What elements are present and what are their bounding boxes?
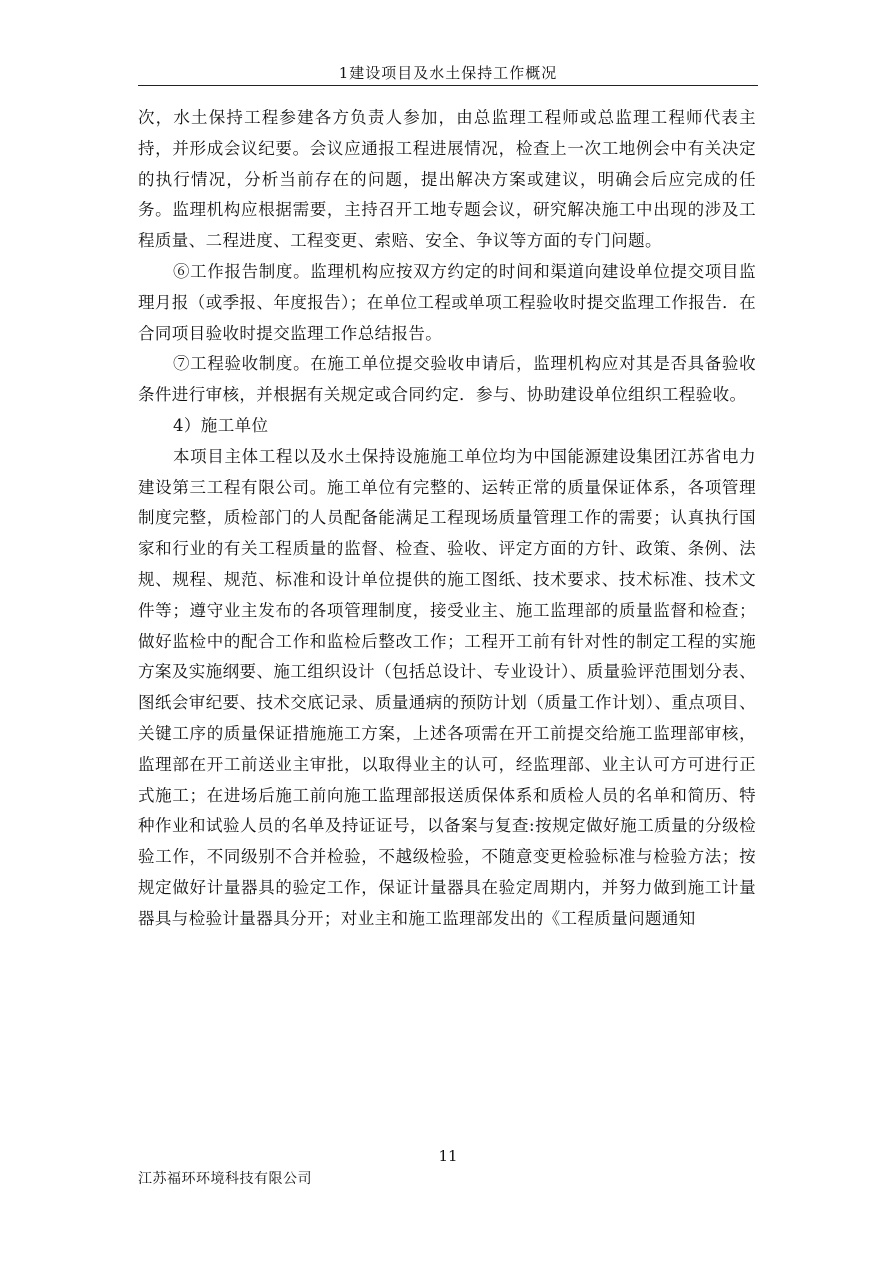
section-heading-construction-unit: 4）施工单位 <box>173 415 269 435</box>
paragraph-work-report-system: ⑥工作报告制度。监理机构应按双方约定的时间和渠道向建设单位提交项目监理月报（或季报、年度报告）；在单位工程或单项工程验收时提交监理工作报告．在合同项目验收时提交监理工作总结报告。 <box>138 261 756 343</box>
header-divider <box>138 85 758 86</box>
page-number: 11 <box>438 1147 458 1165</box>
paragraph-meeting-continuation: 次，水土保持工程参建各方负责人参加，由总监理工程师或总监理工程师代表主持，并形成会议纪要。会议应通报工程进展情况，检查上一次工地例会中有关决定的执行情况，分析当前存在的问题，提出解决方案或建议，明确会后应完成的任务。监理机构应根据需要，主持召开工地专题会议，研究解决施工中出现的涉及工程质量、二程进度、工程变更、索赔、安全、争议等方面的专门问题。 <box>138 108 756 251</box>
document-body <box>138 103 756 935</box>
running-header-title: 1建设项目及水土保持工作概况 <box>338 64 558 82</box>
footer-company-name: 江苏福环环境科技有限公司 <box>138 1171 312 1187</box>
paragraph-acceptance-system: ⑦工程验收制度。在施工单位提交验收申请后，监理机构应对其是否具备验收条件进行审核，并根据有关规定或合同约定．参与、协助建设单位组织工程验收。 <box>138 354 756 405</box>
paragraph-construction-unit: 本项目主体工程以及水土保持设施施工单位均为中国能源建设集团江苏省电力建设第三工程有限公司。施工单位有完整的、运转正常的质量保证体系，各项管理制度完整，质检部门的人员配备能满足工程现场质量管理工作的需要；认真执行国家和行业的有关工程质量的监督、检查、验收、评定方面的方针、政策、条例、法规、规程、规范、标准和设计单位提供的施工图纸、技术要求、技术标准、技术文件等；遵守业主发布的各项管理制度，接受业主、施工监理部的质量监督和检查；做好监检中的配合工作和监检后整改工作；工程开工前有针对性的制定工程的实施方案及实施纲要、施工组织设计（包括总设计、专业设计）、质量验评范围划分表、图纸会审纪要、技术交底记录、质量通病的预防计划（质量工作计划）、重点项目、关键工序的质量保证措施施工方案，上述各项需在开工前提交给施工监理部审核，监理部在开工前送业主审批，以取得业主的认可，经监理部、业主认可方可进行正式施工；在进场后施工前向施工监理部报送质保体系和质检人员的名单和简历、特种作业和试验人员的名单及持证证号，以备案与复查:按规定做好施工质量的分级检验工作，不同级别不合并检验，不越级检验，不随意变更检验标准与检验方法；按规定做好计量器具的验定工作，保证计量器具在验定周期内，并努力做到施工计量器具与检验计量器具分开；对业主和施工监理部发出的《工程质量问题通知 <box>138 446 756 928</box>
